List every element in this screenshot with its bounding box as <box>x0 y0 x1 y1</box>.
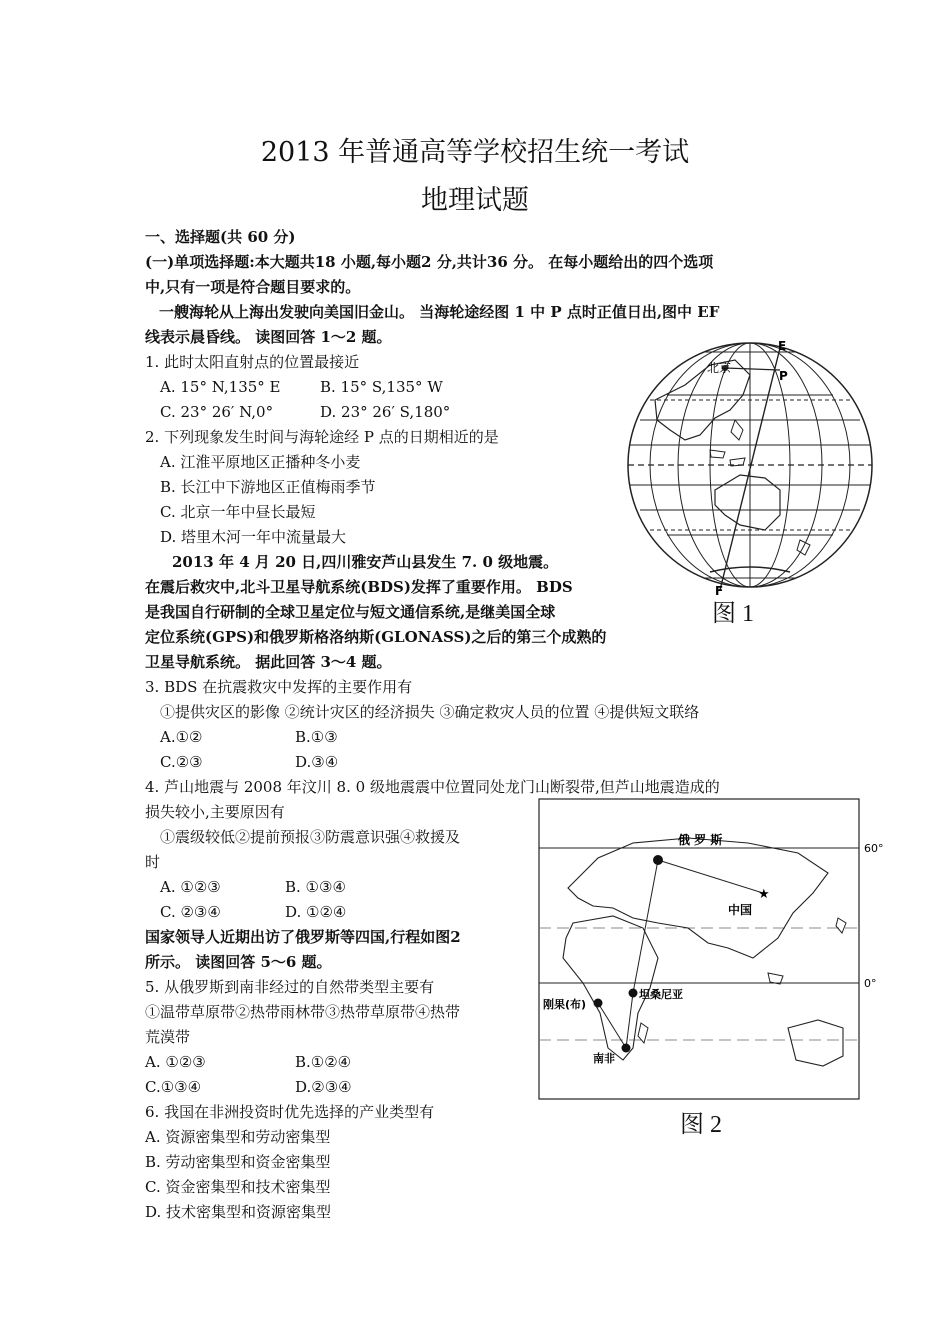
figure2-caption: 图 2 <box>680 1112 722 1138</box>
section-heading: 一、选择题(共 60 分) <box>145 228 296 246</box>
q4-stem-line1: 4. 芦山地震与 2008 年汶川 8. 0 级地震震中位置同处龙门山断裂带,但芦山地震造成的 <box>145 778 720 796</box>
q5-options-line1: ①温带草原带②热带雨林带③热带草原带④热带 <box>145 1003 461 1021</box>
page-subtitle: 地理试题 <box>421 185 529 216</box>
q3-stem: 3. BDS 在抗震救灾中发挥的主要作用有 <box>145 678 413 696</box>
q5-options-line2: 荒漠带 <box>145 1028 191 1046</box>
china-star-icon: ★ <box>758 887 770 902</box>
q3-option-a: A.①② <box>160 728 203 746</box>
fig2-label-russia: 俄 罗 斯 <box>678 833 723 847</box>
passage2-line1: 2013 年 4 月 20 日,四川雅安芦山县发生 7. 0 级地震。 <box>172 553 559 571</box>
passage1-line1: 一艘海轮从上海出发驶向美国旧金山。 当海轮途经图 1 中 P 点时正值日出,图中 EF <box>159 303 720 321</box>
fig2-label-china: 中国 <box>728 903 753 917</box>
southafrica-marker-icon <box>622 1044 631 1053</box>
fig2-label-congo: 刚果(布) <box>543 998 587 1011</box>
q1-option-a: A. 15° N,135° E <box>160 378 281 396</box>
q2-stem: 2. 下列现象发生时间与海轮途经 P 点的日期相近的是 <box>145 428 499 446</box>
q5-stem: 5. 从俄罗斯到南非经过的自然带类型主要有 <box>145 978 435 996</box>
q6-option-d: D. 技术密集型和资源密集型 <box>145 1203 332 1221</box>
section-instructions-line1: (一)单项选择题:本大题共18 小题,每小题2 分,共计36 分。 在每小题给出的四个选项 <box>145 253 714 271</box>
q4-options-line2: 时 <box>145 853 161 871</box>
q3-option-d: D.③④ <box>295 753 339 771</box>
fig2-label-southafrica: 南非 <box>593 1052 615 1065</box>
q4-option-a: A. ①②③ <box>160 878 221 896</box>
q5-option-b: B.①②④ <box>295 1053 352 1071</box>
q4-option-b: B. ①③④ <box>285 878 346 896</box>
figure2-map <box>538 798 898 1103</box>
q1-option-b: B. 15° S,135° W <box>320 378 443 396</box>
fig1-label-beijing: 北京 <box>707 361 732 375</box>
q1-option-c: C. 23° 26′ N,0° <box>160 403 274 421</box>
page-title: 2013 年普通高等学校招生统一考试 <box>260 137 690 168</box>
q5-option-a: A. ①②③ <box>145 1053 206 1071</box>
fig1-label-f: F <box>715 584 724 598</box>
congo-marker-icon <box>594 999 603 1008</box>
passage3-line1: 国家领导人近期出访了俄罗斯等四国,行程如图2 <box>145 928 461 946</box>
q1-option-d: D. 23° 26′ S,180° <box>320 403 451 421</box>
q4-option-d: D. ①②④ <box>285 903 347 921</box>
fig1-label-e: E <box>778 340 787 353</box>
q2-option-c: C. 北京一年中昼长最短 <box>160 503 316 521</box>
q3-option-b: B.①③ <box>295 728 338 746</box>
q4-options-line1: ①震级较低②提前预报③防震意识强④救援及 <box>160 828 461 846</box>
russia-marker-icon <box>653 855 663 865</box>
section-instructions-line2: 中,只有一项是符合题目要求的。 <box>145 278 361 296</box>
q6-stem: 6. 我国在非洲投资时优先选择的产业类型有 <box>145 1103 435 1121</box>
q6-option-c: C. 资金密集型和技术密集型 <box>145 1178 331 1196</box>
passage2-line2: 在震后救灾中,北斗卫星导航系统(BDS)发挥了重要作用。 BDS <box>145 578 573 596</box>
q1-stem: 1. 此时太阳直射点的位置最接近 <box>145 353 360 371</box>
q2-option-d: D. 塔里木河一年中流量最大 <box>160 528 347 546</box>
q2-option-a: A. 江淮平原地区正播种冬小麦 <box>160 453 361 471</box>
q3-options: ①提供灾区的影像 ②统计灾区的经济损失 ③确定救灾人员的位置 ④提供短文联络 <box>160 703 700 721</box>
passage2-line5: 卫星导航系统。 据此回答 3～4 题。 <box>145 653 392 671</box>
q5-option-d: D.②③④ <box>295 1078 352 1096</box>
passage3-line2: 所示。 读图回答 5～6 题。 <box>145 953 332 971</box>
fig2-label-tanzania: 坦桑尼亚 <box>639 988 683 1001</box>
fig1-label-p: P <box>779 369 788 383</box>
q6-option-b: B. 劳动密集型和资金密集型 <box>145 1153 331 1171</box>
q4-stem-line2: 损失较小,主要原因有 <box>145 803 285 821</box>
q2-option-b: B. 长江中下游地区正值梅雨季节 <box>160 478 376 496</box>
passage2-line4: 定位系统(GPS)和俄罗斯格洛纳斯(GLONASS)之后的第三个成熟的 <box>145 628 607 646</box>
fig2-label-lat60: 60° <box>864 842 884 855</box>
q5-option-c: C.①③④ <box>145 1078 202 1096</box>
q4-option-c: C. ②③④ <box>160 903 221 921</box>
tanzania-marker-icon <box>629 989 638 998</box>
q3-option-c: C.②③ <box>160 753 203 771</box>
figure1-globe <box>615 340 885 600</box>
fig2-label-lat0: 0° <box>864 977 877 990</box>
passage1-line2: 线表示晨昏线。 读图回答 1～2 题。 <box>145 328 392 346</box>
q6-option-a: A. 资源密集型和劳动密集型 <box>145 1128 331 1146</box>
passage2-line3: 是我国自行研制的全球卫星定位与短文通信系统,是继美国全球 <box>145 603 556 621</box>
figure1-caption: 图 1 <box>712 601 754 627</box>
